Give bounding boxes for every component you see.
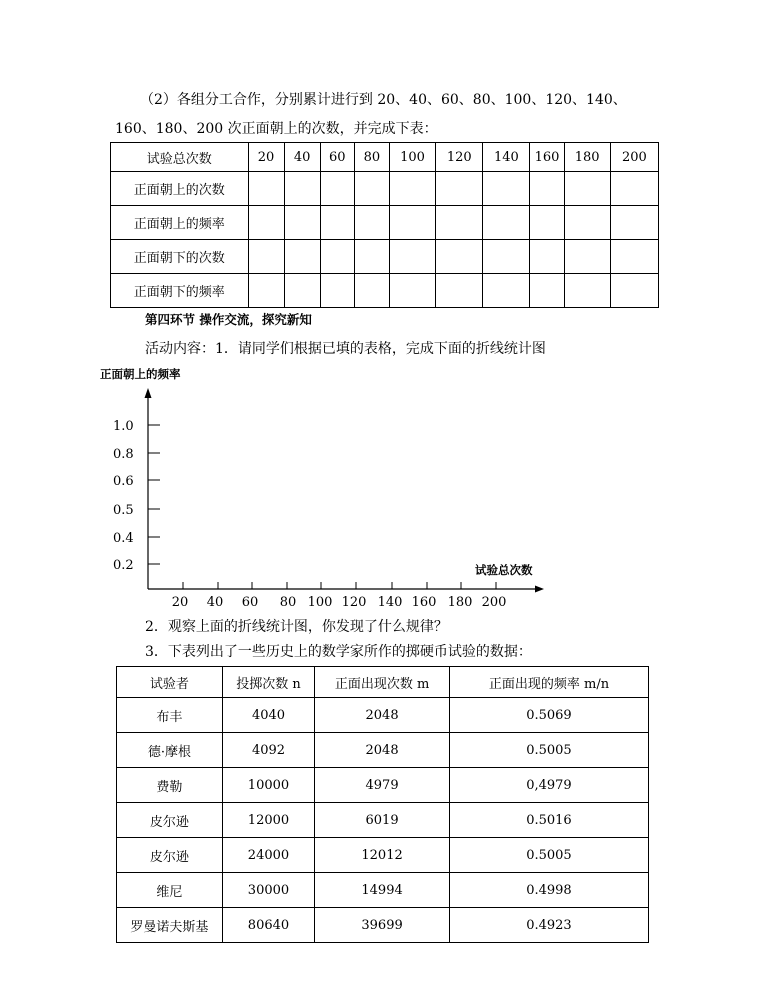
table1-column-header: 140 (483, 143, 530, 172)
table2-cell: 罗曼诺夫斯基 (117, 908, 223, 943)
x-tick-label: 120 (341, 595, 367, 610)
table1-column-header: 20 (248, 143, 284, 172)
table1-empty-cell[interactable] (610, 206, 658, 240)
x-axis-label: 试验总次数 (475, 563, 533, 577)
table1-row-label: 正面朝上的次数 (111, 172, 249, 206)
table2-row (117, 838, 649, 873)
table1-empty-cell[interactable] (354, 274, 389, 308)
table1-row-label: 正面朝上的频率 (111, 206, 249, 240)
table1-empty-cell[interactable] (320, 206, 354, 240)
table2-row (117, 733, 649, 768)
table2-row (117, 803, 649, 838)
table1-empty-cell[interactable] (354, 206, 389, 240)
table1-empty-cell[interactable] (530, 172, 564, 206)
y-axis-arrow (145, 388, 152, 398)
table1-empty-cell[interactable] (530, 206, 564, 240)
x-tick-label: 160 (411, 595, 437, 610)
table1-empty-cell[interactable] (248, 274, 284, 308)
historical-experiments-table (116, 666, 649, 943)
table1-empty-cell[interactable] (564, 274, 610, 308)
x-tick-label: 80 (279, 595, 297, 610)
table1-empty-cell[interactable] (483, 172, 530, 206)
x-tick-label: 180 (447, 595, 473, 610)
table1-header-row (111, 143, 659, 172)
table2-column-header: 正面出现的频率 m/n (449, 667, 648, 698)
table1-empty-cell[interactable] (284, 274, 320, 308)
table1-empty-cell[interactable] (564, 240, 610, 274)
table2-row (117, 768, 649, 803)
table1-empty-cell[interactable] (564, 206, 610, 240)
x-tick-label: 100 (307, 595, 333, 610)
table1-row-label: 正面朝下的频率 (111, 274, 249, 308)
table2-cell: 12012 (315, 838, 450, 873)
table2-cell: 10000 (222, 768, 314, 803)
table1-empty-cell[interactable] (320, 274, 354, 308)
table1-empty-cell[interactable] (284, 172, 320, 206)
table2-cell: 德·摩根 (117, 733, 223, 768)
y-tick-label: 0.6 (113, 474, 134, 489)
y-tick-label: 0.4 (113, 531, 134, 546)
table2-cell: 0,4979 (449, 768, 648, 803)
y-tick-label: 0.5 (113, 503, 134, 518)
x-tick-label: 200 (481, 595, 507, 610)
table1-empty-cell[interactable] (284, 240, 320, 274)
x-tick-label: 140 (377, 595, 403, 610)
table2-cell: 0.5005 (449, 733, 648, 768)
table1-empty-cell[interactable] (436, 206, 483, 240)
table1-empty-cell[interactable] (389, 240, 435, 274)
table1-row-label: 正面朝下的次数 (111, 240, 249, 274)
table1-row (111, 172, 659, 206)
table1-column-header: 80 (354, 143, 389, 172)
table2-column-header: 正面出现次数 m (315, 667, 450, 698)
table2-cell: 39699 (315, 908, 450, 943)
table1-column-header: 120 (436, 143, 483, 172)
table1-column-header: 200 (610, 143, 658, 172)
question-3: 3．下表列出了一些历史上的数学家所作的掷硬币试验的数据： (145, 644, 532, 660)
table1-empty-cell[interactable] (248, 240, 284, 274)
table2-cell: 80640 (222, 908, 314, 943)
table1-empty-cell[interactable] (483, 274, 530, 308)
table2-cell: 4979 (315, 768, 450, 803)
table1-column-header: 100 (389, 143, 435, 172)
table2-cell: 6019 (315, 803, 450, 838)
y-tick-label: 1.0 (113, 419, 134, 434)
table1-empty-cell[interactable] (389, 274, 435, 308)
table1-empty-cell[interactable] (483, 206, 530, 240)
table1-empty-cell[interactable] (436, 240, 483, 274)
intro-line-1: （2）各组分工合作，分别累计进行到 20、40、60、80、100、120、140、 (140, 92, 627, 108)
table1-column-header: 160 (530, 143, 564, 172)
table1-empty-cell[interactable] (320, 172, 354, 206)
table1-row (111, 206, 659, 240)
table1-empty-cell[interactable] (530, 240, 564, 274)
table2-row (117, 873, 649, 908)
table2-cell: 14994 (315, 873, 450, 908)
table1-empty-cell[interactable] (483, 240, 530, 274)
table1-column-header: 40 (284, 143, 320, 172)
table2-cell: 0.4998 (449, 873, 648, 908)
section-heading: 第四环节 操作交流，探究新知 (145, 312, 312, 327)
table2-cell: 2048 (315, 733, 450, 768)
table1-empty-cell[interactable] (436, 274, 483, 308)
table1-row (111, 240, 659, 274)
table2-cell: 4040 (222, 698, 314, 733)
x-axis-arrow (535, 586, 544, 593)
table2-cell: 皮尔逊 (117, 838, 223, 873)
table1-empty-cell[interactable] (610, 274, 658, 308)
table2-cell: 30000 (222, 873, 314, 908)
table1-column-header: 60 (320, 143, 354, 172)
table1-empty-cell[interactable] (610, 240, 658, 274)
y-tick-label: 0.8 (113, 447, 134, 462)
table2-cell: 4092 (222, 733, 314, 768)
table1-empty-cell[interactable] (354, 172, 389, 206)
table2-cell: 维尼 (117, 873, 223, 908)
table1-empty-cell[interactable] (284, 206, 320, 240)
table1-empty-cell[interactable] (530, 274, 564, 308)
table1-empty-cell[interactable] (389, 206, 435, 240)
y-tick-label: 0.2 (113, 558, 134, 573)
table2-cell: 皮尔逊 (117, 803, 223, 838)
table2-cell: 0.5005 (449, 838, 648, 873)
table1-empty-cell[interactable] (248, 172, 284, 206)
question-2: 2．观察上面的折线统计图，你发现了什么规律？ (145, 619, 448, 635)
y-axis-label: 正面朝上的频率 (100, 367, 181, 381)
table1-empty-cell[interactable] (389, 172, 435, 206)
x-tick-label: 20 (171, 595, 189, 610)
table2-row (117, 698, 649, 733)
table1-empty-cell[interactable] (564, 172, 610, 206)
table2-row (117, 908, 649, 943)
table1-empty-cell[interactable] (248, 206, 284, 240)
table1-row (111, 274, 659, 308)
table2-column-header: 投掷次数 n (222, 667, 314, 698)
table1-empty-cell[interactable] (610, 172, 658, 206)
table2-cell: 0.5069 (449, 698, 648, 733)
x-tick-label: 40 (206, 595, 224, 610)
table2-cell: 12000 (222, 803, 314, 838)
table1-column-header: 180 (564, 143, 610, 172)
table2-cell: 费勒 (117, 768, 223, 803)
activity-text: 活动内容：1．请同学们根据已填的表格，完成下面的折线统计图 (145, 341, 546, 357)
table2-cell: 2048 (315, 698, 450, 733)
table2-cell: 0.5016 (449, 803, 648, 838)
table1-empty-cell[interactable] (436, 172, 483, 206)
table2-cell: 0.4923 (449, 908, 648, 943)
table1-empty-cell[interactable] (354, 240, 389, 274)
table1-empty-cell[interactable] (320, 240, 354, 274)
table2-header-row (117, 667, 649, 698)
intro-line-2: 160、180、200 次正面朝上的次数，并完成下表： (115, 121, 438, 137)
coin-toss-record-table (110, 142, 659, 308)
table1-header-label: 试验总次数 (111, 143, 249, 172)
x-tick-label: 60 (241, 595, 259, 610)
frequency-line-chart (100, 367, 560, 615)
table2-column-header: 试验者 (117, 667, 223, 698)
table2-cell: 24000 (222, 838, 314, 873)
table2-cell: 布丰 (117, 698, 223, 733)
